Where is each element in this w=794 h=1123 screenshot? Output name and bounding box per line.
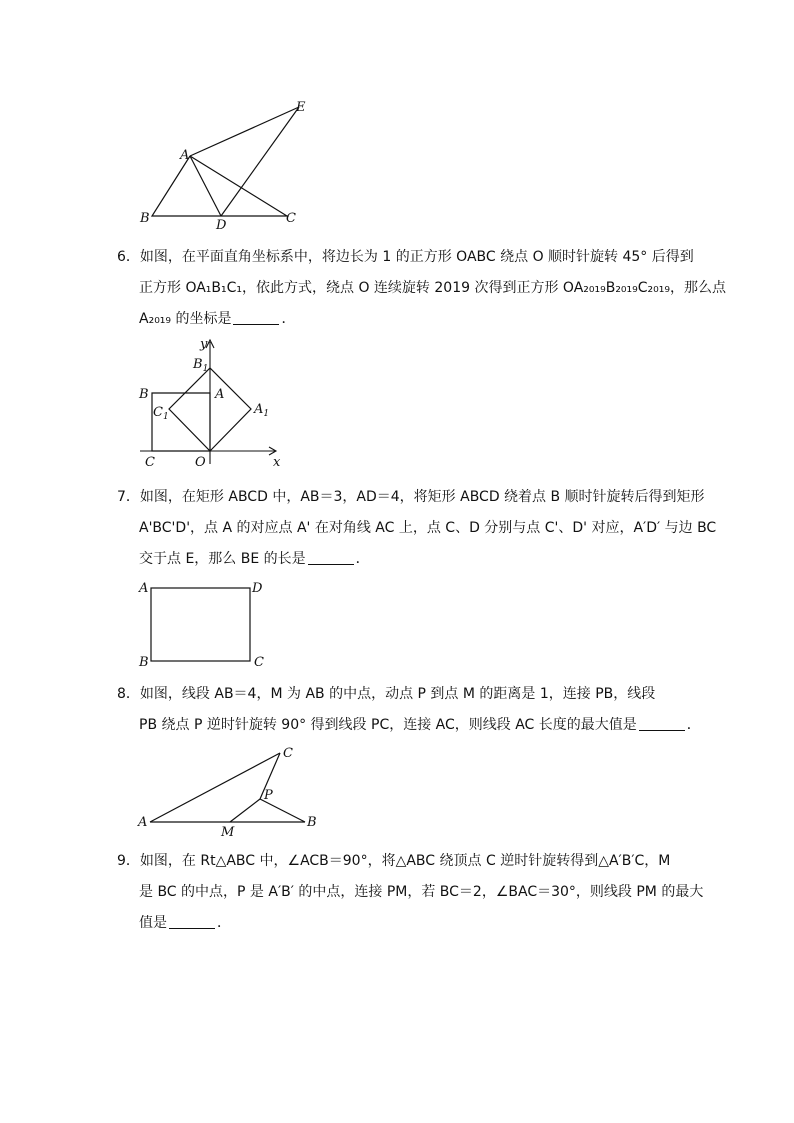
figure-q6 xyxy=(130,334,300,474)
figure-q7 xyxy=(134,578,274,670)
label-c: C xyxy=(145,455,155,470)
question-text-line-2: A'BC'D'，点 A 的对应点 A' 在对角线 AC 上，点 C、D 分别与点 C'、D' 对应，A′D′ 与边 BC xyxy=(139,520,717,536)
answer-blank[interactable] xyxy=(233,310,279,325)
label-p: P xyxy=(264,788,273,803)
question-number: 9． xyxy=(117,853,140,869)
label-y: y xyxy=(200,337,208,352)
question-number: 8． xyxy=(117,686,140,702)
label-a: A xyxy=(215,387,225,402)
question-text-line-1: 如图，在 Rt△ABC 中，∠ACB＝90°，将△ABC 绕顶点 C 逆时针旋转得到△A′B′C，M xyxy=(139,853,671,869)
label-a: A xyxy=(139,581,149,596)
question-text-line-3: 交于点 E，那么 BE 的长是 xyxy=(139,551,306,567)
question-text-line-2: PB 绕点 P 逆时针旋转 90° 得到线段 PC，连接 AC，则线段 AC 长度的最大值是 xyxy=(139,717,637,733)
question-number: 6． xyxy=(117,249,140,265)
label-b: B xyxy=(139,655,149,670)
question-text-line-3: 值是 xyxy=(139,915,167,931)
label-b1: $B_1$ xyxy=(193,357,209,374)
question-9: 9．如图，在 Rt△ABC 中，∠ACB＝90°，将△ABC 绕顶点 C 逆时针旋转得到△A′B′C，M 是 BC 的中点，P 是 A′B′ 的中点，连接 PM，若 BC＝2，∠BAC＝30°，则线段 PM 的最大 值是 ． xyxy=(117,853,704,931)
label-x: x xyxy=(273,455,281,470)
label-d: D xyxy=(252,581,263,596)
label-b: B xyxy=(307,815,317,830)
figure-q5 xyxy=(135,98,315,238)
answer-blank[interactable] xyxy=(169,914,215,929)
question-8: 8．如图，线段 AB＝4，M 为 AB 的中点，动点 P 到点 M 的距离是 1，连接 PB，线段 PB 绕点 P 逆时针旋转 90° 得到线段 PC，连接 AC，则线段 AC 长度的最大值是 ． xyxy=(117,686,701,733)
label-c: C xyxy=(283,746,293,761)
question-text-line-1: 如图，在矩形 ABCD 中，AB＝3，AD＝4，将矩形 ABCD 绕着点 B 顺时针旋转后得到矩形 xyxy=(139,489,705,505)
label-a: A xyxy=(138,815,148,830)
question-number: 7． xyxy=(117,489,140,505)
triangle-abc xyxy=(152,156,287,216)
rectangle-abcd xyxy=(151,588,250,661)
question-7: 7．如图，在矩形 ABCD 中，AB＝3，AD＝4，将矩形 ABCD 绕着点 B 顺时针旋转后得到矩形 A'BC'D'，点 A 的对应点 A' 在对角线 AC 上，点 C、D 分别与点 C'、D' 对应，A′D′ 与边 BC 交于点 E，那么 BE 的长是 ． xyxy=(117,489,717,567)
question-text-line-2: 正方形 OA₁B₁C₁，依此方式，绕点 O 连续旋转 2019 次得到正方形 OA₂₀₁₉B₂₀₁₉C₂₀₁₉，那么点 xyxy=(139,280,726,296)
question-text-line-3: A₂₀₁₉ 的坐标是 xyxy=(139,311,232,327)
segment-pm xyxy=(230,799,260,822)
figure-q8 xyxy=(134,743,324,843)
segment-ae xyxy=(190,107,299,156)
label-d: D xyxy=(216,218,227,233)
label-m: M xyxy=(221,825,235,840)
question-text-line-1: 如图，线段 AB＝4，M 为 AB 的中点，动点 P 到点 M 的距离是 1，连接 PB，线段 xyxy=(139,686,656,702)
label-a: A xyxy=(180,148,190,163)
label-b: B xyxy=(139,387,149,402)
label-e: E xyxy=(296,100,306,115)
answer-blank[interactable] xyxy=(308,550,354,565)
label-c1: $C_1$ xyxy=(153,405,169,422)
label-o: O xyxy=(195,455,206,470)
segment-ac xyxy=(150,753,280,822)
question-6: 6．如图，在平面直角坐标系中，将边长为 1 的正方形 OABC 绕点 O 顺时针旋转 45° 后得到 正方形 OA₁B₁C₁，依此方式，绕点 O 连续旋转 2019 次得到正方形 OA₂₀₁₉B₂₀₁₉C₂₀₁₉，那么点 A₂₀₁₉ 的坐标是 ． xyxy=(117,249,726,327)
question-text-line-2: 是 BC 的中点，P 是 A′B′ 的中点，连接 PM，若 BC＝2，∠BAC＝30°，则线段 PM 的最大 xyxy=(139,884,704,900)
label-c: C xyxy=(286,211,296,226)
answer-blank[interactable] xyxy=(639,716,685,731)
question-text-line-1: 如图，在平面直角坐标系中，将边长为 1 的正方形 OABC 绕点 O 顺时针旋转 45° 后得到 xyxy=(139,249,694,265)
label-c: C xyxy=(254,655,264,670)
label-a1: $A_1$ xyxy=(254,402,270,419)
label-b: B xyxy=(140,211,150,226)
